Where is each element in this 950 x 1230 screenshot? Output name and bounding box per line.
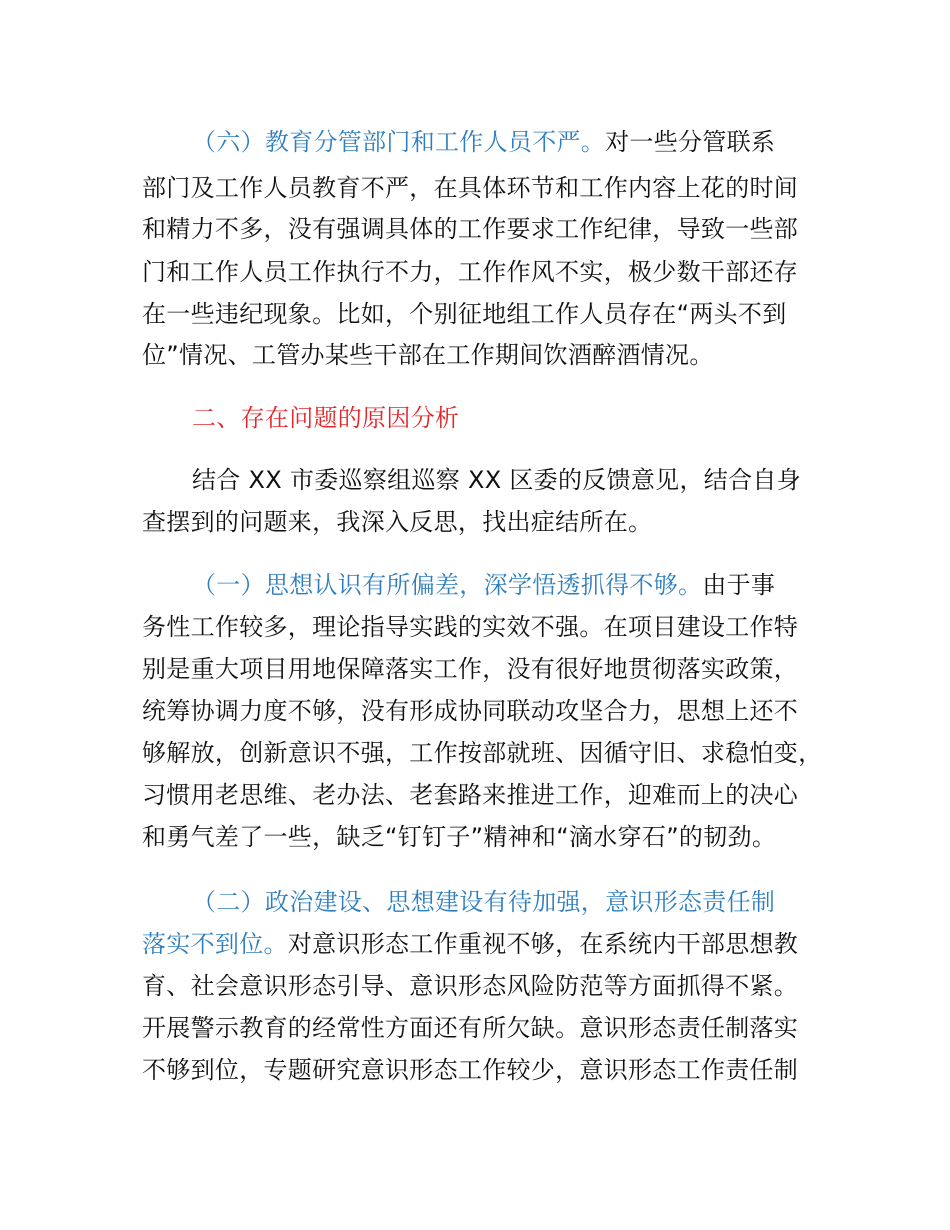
paragraph-2-line-1: 结合 XX 市委巡察组巡察 XX 区委的反馈意见，结合自身	[192, 466, 801, 494]
paragraph-3-line-2: 务性工作较多，理论指导实践的实效不强。在项目建设工作特	[142, 613, 799, 641]
paragraph-3-heading: （一）思想认识有所偏差，深学悟透抓得不够。	[192, 571, 703, 599]
paragraph-1-line-4: 门和工作人员工作执行不力，工作作风不实，极少数干部还存	[142, 258, 799, 286]
paragraph-3-line-3: 别是重大项目用地保障落实工作，没有很好地贯彻落实政策，	[142, 655, 799, 683]
paragraph-2-line-2: 查摆到的问题来，我深入反思，找出症结所在。	[142, 508, 653, 536]
section-title: 二、存在问题的原因分析	[192, 404, 460, 432]
paragraph-3-line-5: 够解放，创新意识不强，工作按部就班、因循守旧、求稳怕变，	[142, 739, 823, 767]
paragraph-3-text: 由于事	[702, 571, 776, 599]
paragraph-4-line-5: 不够到位，专题研究意识形态工作较少，意识形态工作责任制	[142, 1056, 799, 1084]
paragraph-4-heading-line-1: （二）政治建设、思想建设有待加强，意识形态责任制	[192, 888, 776, 916]
paragraph-3-line-4: 统筹协调力度不够，没有形成协同联动攻坚合力，思想上还不	[142, 697, 799, 725]
paragraph-3-line-7: 和勇气差了一些，缺乏“钉钉子”精神和“滴水穿石”的韧劲。	[142, 823, 777, 851]
paragraph-4-heading-end: 落实不到位。	[142, 930, 288, 958]
paragraph-1-text: 对一些分管联系	[605, 128, 776, 156]
paragraph-1-heading: （六）教育分管部门和工作人员不严。	[192, 128, 606, 156]
paragraph-1-line-1	[192, 125, 775, 159]
paragraph-3-line-6: 习惯用老思维、老办法、老套路来推进工作，迎难而上的决心	[142, 781, 799, 809]
paragraph-4-line-2	[142, 927, 798, 961]
paragraph-4-text: 对意识形态工作重视不够，在系统内干部思想教	[287, 930, 799, 958]
paragraph-3-line-1	[192, 568, 775, 602]
paragraph-1-line-2: 部门及工作人员教育不严，在具体环节和工作内容上花的时间	[142, 174, 799, 202]
paragraph-1-line-3: 和精力不多，没有强调具体的工作要求工作纪律，导致一些部	[142, 215, 799, 243]
paragraph-1-line-6: 位”情况、工管办某些干部在工作期间饮酒醉酒情况。	[142, 341, 714, 369]
paragraph-4-line-3: 育、社会意识形态引导、意识形态风险防范等方面抓得不紧。	[142, 972, 799, 1000]
paragraph-1-line-5: 在一些违纪现象。比如，个别征地组工作人员存在“两头不到	[142, 300, 787, 328]
paragraph-4-line-4: 开展警示教育的经常性方面还有所欠缺。意识形态责任制落实	[142, 1014, 799, 1042]
